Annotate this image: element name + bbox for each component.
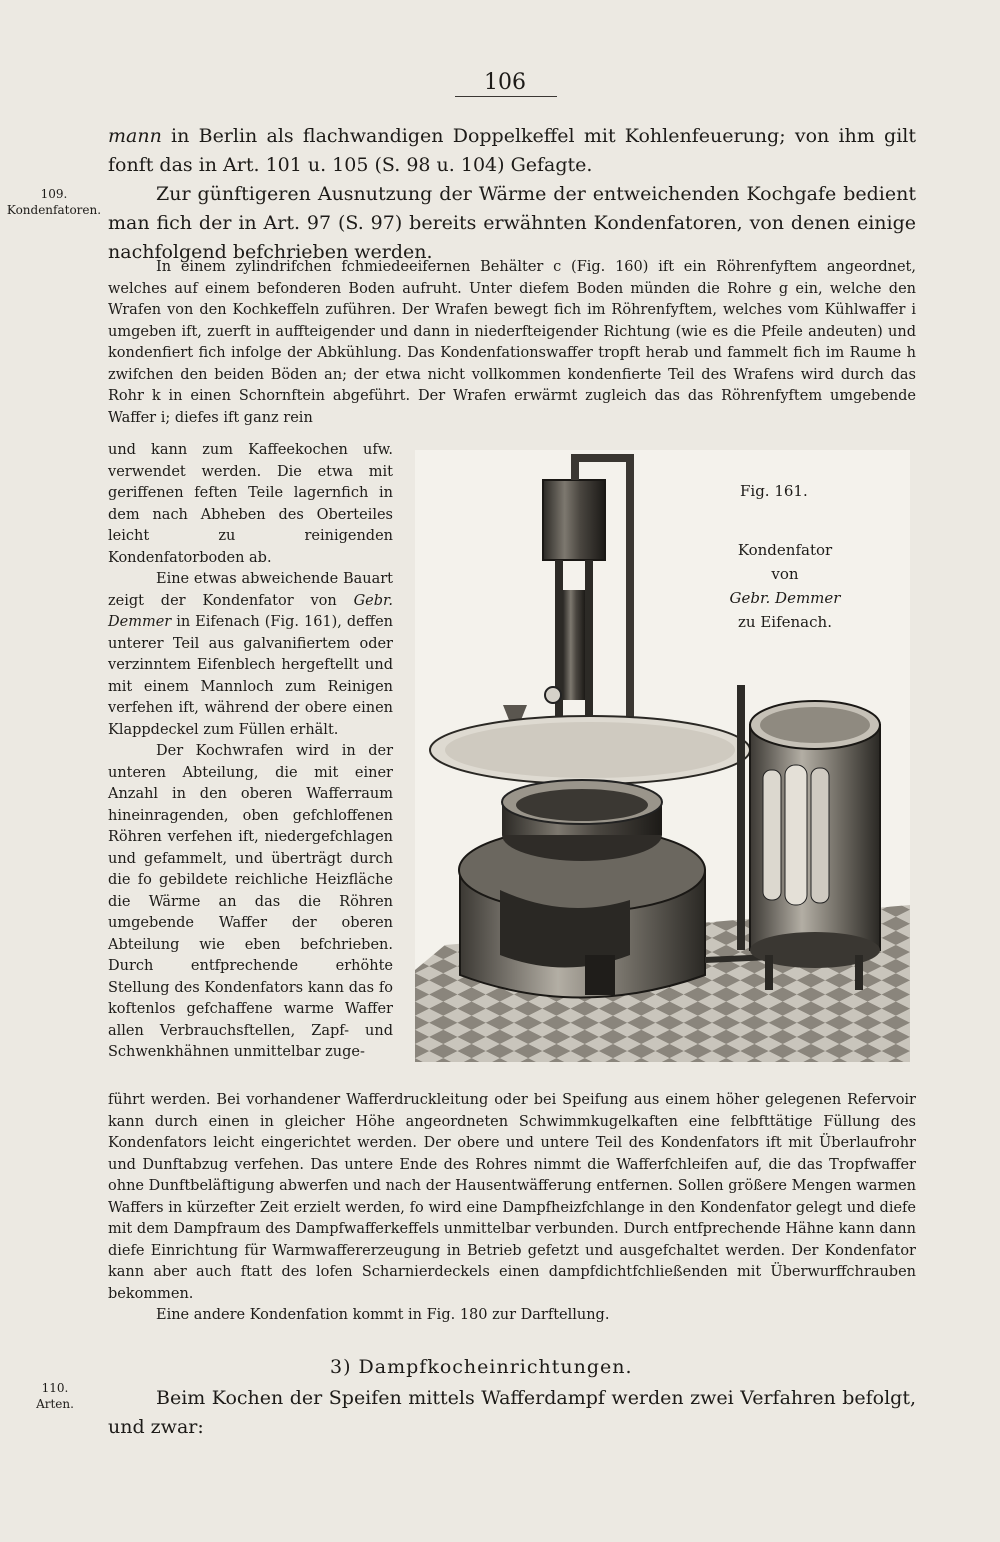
page-number: 106 xyxy=(484,70,526,95)
figure-caption-line-1: Kondenfator xyxy=(737,541,833,559)
figure-caption-line-2: von xyxy=(771,565,799,583)
figure-caption-italic-name: Gebr. Demmer xyxy=(729,589,841,607)
left-column-paragraph-3: Der Kochwrafen wird in der unteren Abteilung, die mit einer Anzahl in den oberen Wafferraum hineinragenden, oben gefchloffenen Röhren verfehen ift, niedergefchlagen und gefammelt, und überträgt durch die fo gebildete reichliche Heizfläche die Wärme an das die Röhren umgebende Waffer der oberen Abteilung wie eben befchrieben. Durch entfprechende erhöhte Stellung des Kondenfators kann das fo koftenlos gefchaffene warme Waffer allen Verbrauchsftellen, Zapf- und Schwenkhähnen unmittelbar zuge- xyxy=(108,743,393,1060)
page-number-rule xyxy=(455,96,557,97)
small-paragraph-2: führt werden. Bei vorhandener Wafferdruckleitung oder bei Speifung aus einem höher gelegenen Refervoir kann durch einen in gleicher Höhe angeordneten Schwimmkugelkaften eine felbfttätige Füllung des Kondenfators leicht eingerichtet werden. Der obere und untere Teil des Kondenfators ift mit Überlaufrohr und Dunftabzug verfehen. Das untere Ende des Rohres nimmt die Wafferfchleifen auf, die das Tropfwaffer ohne Dunftbeläftigung abwerfen und nach der Hausentwäfferung entfernen. Sollen größere Mengen warmen Waffers in kürzefter Zeit erzielt werden, fo wird eine Dampfheizfchlange in den Kondenfator gelegt und diefe mit dem Dampfraum des Dampfwafferkeffels unmittelbar verbunden. Durch entfprechende Hähne kann dann diefe Einrichtung für Warmwaffererzeugung in Betrieb gefetzt und ausgefchaltet werden. Der Kondenfator kann aber auch ftatt des lofen Scharnierdeckels einen dampfdichtfchließenden mit Überwurffchrauben bekommen. xyxy=(108,1092,916,1302)
margin-note-109-label: Kondenfatoren. xyxy=(6,203,102,217)
margin-note-109-number: 109. xyxy=(40,187,68,201)
small-paragraph-1: In einem zylindrifchen fchmiedeeifernen Behälter c (Fig. 160) ift ein Röhrenfyftem angeordnet, welches auf einem befonderen Boden aufruht. Unter diefem Boden münden die Rohre g ein, welche den Wrafen von den Kochkeffeln zuführen. Der Wrafen bewegt fich im Röhrenfyftem, welches vom Kühlwaffer i umgeben ift, zuerft in auffteigender und dann in niederfteigender Richtung (wie es die Pfeile andeuten) und kondenfiert fich infolge der Abkühlung. Das Kondenfationswaffer tropft herab und fammelt fich im Raume h zwifchen den beiden Böden an; der etwa nicht vollkommen kondenfierte Teil des Wrafens wird durch das Rohr k in einen Schornftein abgeführt. Der Wrafen erwärmt zugleich das das Röhrenfyftem umgebende Waffer i; diefes ift ganz rein xyxy=(108,259,916,426)
final-text xyxy=(108,1384,916,1442)
intro-italic-name: mann xyxy=(108,125,162,147)
left-column-italic-name: Gebr. Demmer xyxy=(108,592,393,630)
section-heading: 3) Dampfkocheinrichtungen. xyxy=(330,1356,633,1378)
intro-paragraph-2: Zur günftigeren Ausnutzung der Wärme der entweichenden Kochgafe bedient man fich der in Art. 97 (S. 97) bereits erwähnten Kondenfatoren, von denen einige nachfolgend befchrieben werden. xyxy=(108,183,916,263)
figure-caption-line-4: zu Eifenach. xyxy=(738,613,832,631)
intro-text xyxy=(108,122,916,267)
intro-paragraph-1-text: in Berlin als flachwandigen Doppelkeffel mit Kohlenfeuerung; von ihm gilt fonft das in Art. 101 u. 105 (S. 98 u. 104) Gefagte. xyxy=(108,125,916,176)
figure-number: Fig. 161. xyxy=(740,482,808,500)
figure-caption-line-3 xyxy=(700,586,870,610)
margin-note-109 xyxy=(4,186,104,218)
small-paragraph-2-block xyxy=(108,1090,916,1327)
small-paragraph-3: Eine andere Kondenfation kommt in Fig. 180 zur Darftellung. xyxy=(156,1307,610,1323)
left-column-paragraph-2-a: Eine etwas abweichende Bauart zeigt der Kondenfator von xyxy=(108,571,393,609)
left-column-paragraph-2-b: in Eifenach (Fig. 161), deffen unterer Teil aus galvanifiertem oder verzinntem Eifenblech hergeftellt und mit einem Mannloch zum Reinigen verfehen ift, während der obere einen Klappdeckel zum Füllen erhält. xyxy=(108,614,393,738)
margin-note-110 xyxy=(20,1380,90,1412)
margin-note-110-number: 110. xyxy=(41,1381,69,1395)
figure-caption xyxy=(700,538,870,634)
final-paragraph: Beim Kochen der Speifen mittels Wafferdampf werden zwei Verfahren befolgt, und zwar: xyxy=(108,1387,916,1438)
left-column-paragraph-2 xyxy=(108,569,393,741)
margin-note-110-label: Arten. xyxy=(36,1397,74,1411)
left-column xyxy=(108,440,393,1064)
intro-paragraph-1 xyxy=(108,122,916,180)
small-paragraph-1-block xyxy=(108,257,916,429)
left-column-paragraph-1: und kann zum Kaffeekochen ufw. verwendet werden. Die etwa mit geriffenen feften Teile lagernfich in dem nach Abheben des Oberteiles leicht zu reinigenden Kondenfatorboden ab. xyxy=(108,442,393,566)
